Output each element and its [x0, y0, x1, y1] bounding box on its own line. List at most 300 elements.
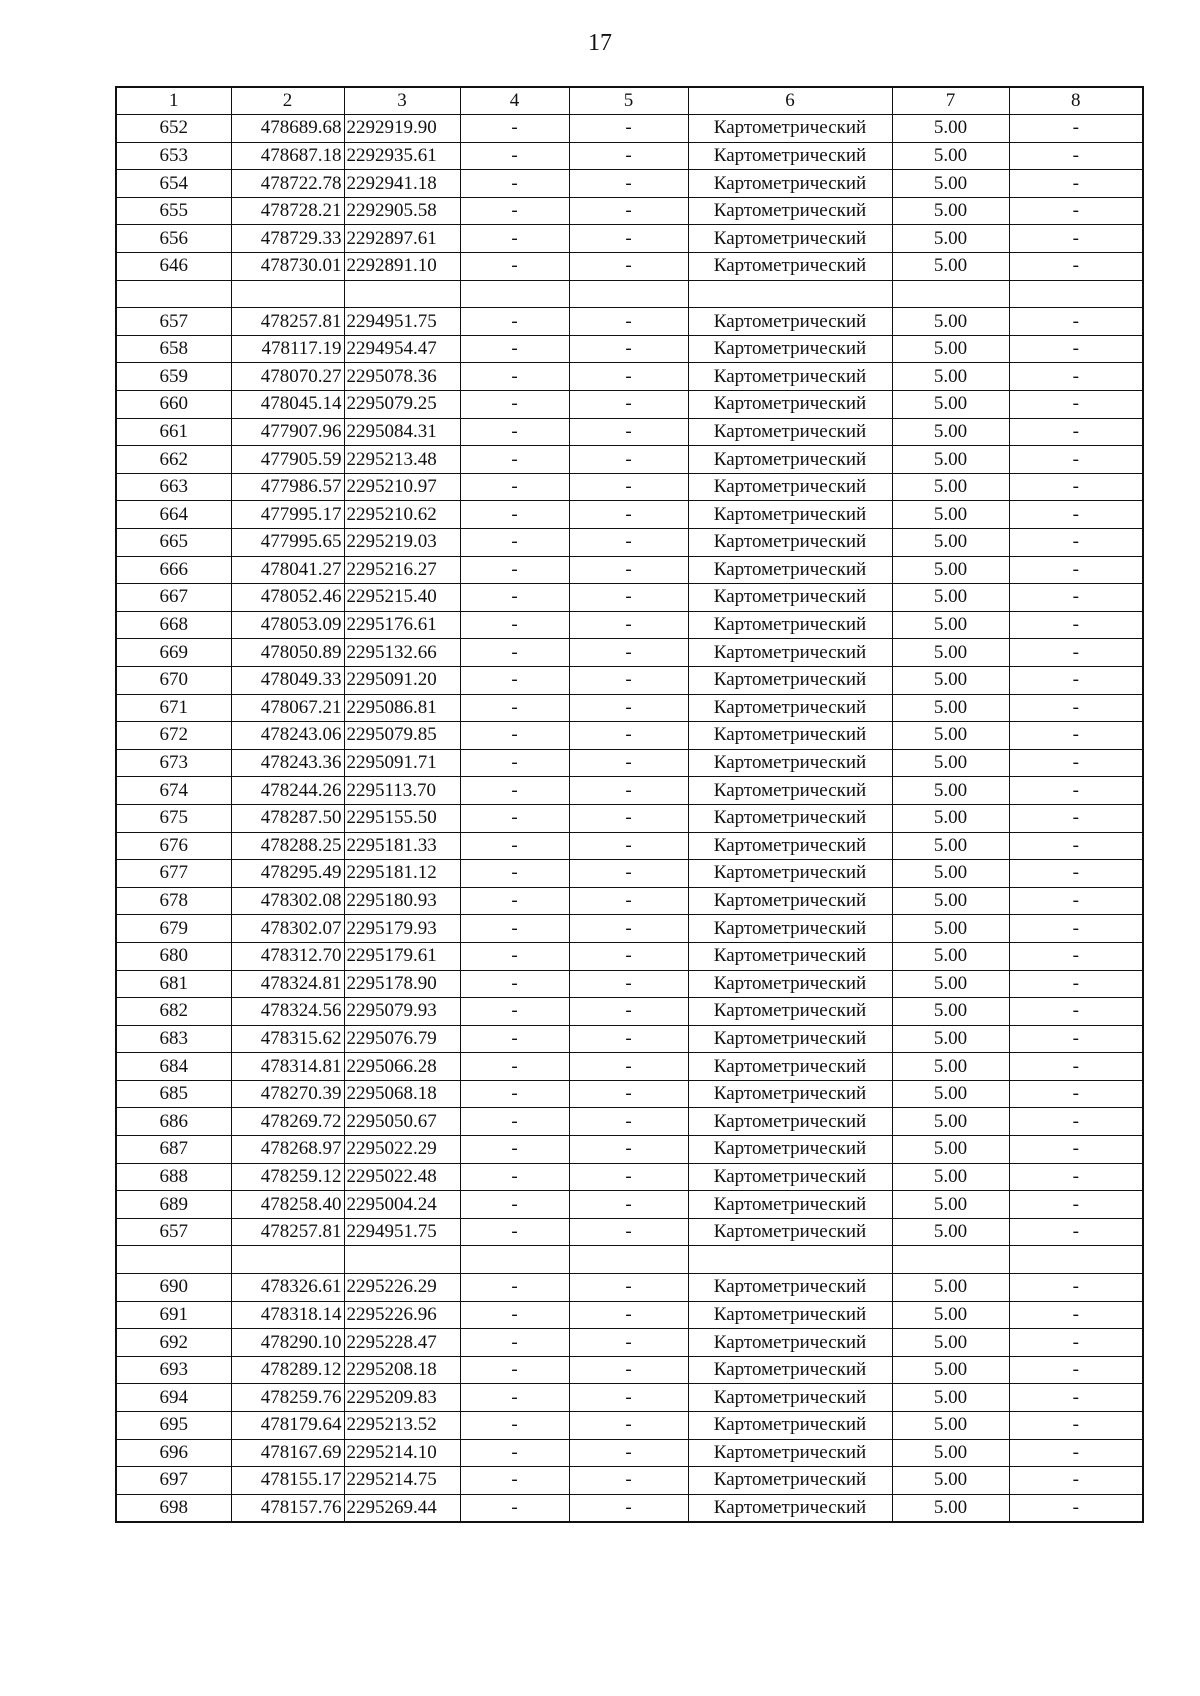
y-coordinate-cell: 2295228.47	[344, 1329, 460, 1357]
y-coordinate-cell: 2295209.83	[344, 1384, 460, 1412]
y-coordinate-cell: 2295068.18	[344, 1080, 460, 1108]
y-coordinate-cell: 2295079.85	[344, 722, 460, 750]
col8-cell: -	[1009, 1191, 1143, 1219]
y-coordinate-cell: 2295079.93	[344, 998, 460, 1026]
table-row	[116, 722, 1143, 750]
col5-cell: -	[569, 363, 688, 391]
point-number-cell: 671	[116, 694, 231, 722]
y-coordinate-cell: 2295132.66	[344, 639, 460, 667]
col4-cell: -	[460, 887, 569, 915]
y-coordinate-cell: 2295269.44	[344, 1494, 460, 1522]
accuracy-cell: 5.00	[892, 115, 1009, 143]
col8-cell: -	[1009, 1163, 1143, 1191]
col8-cell: -	[1009, 1356, 1143, 1384]
y-coordinate-cell: 2295226.96	[344, 1301, 460, 1329]
table-row	[116, 1025, 1143, 1053]
x-coordinate-cell: 477995.17	[231, 501, 344, 529]
table-row	[116, 970, 1143, 998]
col5-cell: -	[569, 1467, 688, 1495]
method-cell: Картометрический	[688, 1356, 892, 1384]
col4-cell: -	[460, 915, 569, 943]
x-coordinate-cell: 478117.19	[231, 335, 344, 363]
col4-cell: -	[460, 418, 569, 446]
table-row	[116, 1108, 1143, 1136]
table-row	[116, 1136, 1143, 1164]
col4-cell: -	[460, 1439, 569, 1467]
col4-cell: -	[460, 942, 569, 970]
accuracy-cell	[892, 280, 1009, 308]
col4-cell: -	[460, 1136, 569, 1164]
accuracy-cell: 5.00	[892, 639, 1009, 667]
table-row	[116, 170, 1143, 198]
col5-cell: -	[569, 584, 688, 612]
x-coordinate-cell	[231, 1246, 344, 1274]
x-coordinate-cell: 478067.21	[231, 694, 344, 722]
method-cell: Картометрический	[688, 1494, 892, 1522]
method-cell: Картометрический	[688, 1274, 892, 1302]
accuracy-cell: 5.00	[892, 611, 1009, 639]
point-number-cell: 697	[116, 1467, 231, 1495]
col4-cell: -	[460, 1329, 569, 1357]
point-number-cell: 661	[116, 418, 231, 446]
col4-cell: -	[460, 1301, 569, 1329]
point-number-cell: 678	[116, 887, 231, 915]
method-cell: Картометрический	[688, 556, 892, 584]
method-cell: Картометрический	[688, 749, 892, 777]
table-row	[116, 1218, 1143, 1246]
method-cell: Картометрический	[688, 832, 892, 860]
col5-cell: -	[569, 1384, 688, 1412]
method-cell: Картометрический	[688, 804, 892, 832]
col4-cell: -	[460, 363, 569, 391]
col5-cell: -	[569, 722, 688, 750]
x-coordinate-cell: 478326.61	[231, 1274, 344, 1302]
accuracy-cell: 5.00	[892, 556, 1009, 584]
col8-cell: -	[1009, 832, 1143, 860]
y-coordinate-cell: 2295022.48	[344, 1163, 460, 1191]
x-coordinate-cell: 477907.96	[231, 418, 344, 446]
point-number-cell: 676	[116, 832, 231, 860]
col8-cell: -	[1009, 253, 1143, 281]
col5-cell: -	[569, 639, 688, 667]
method-cell: Картометрический	[688, 501, 892, 529]
point-number-cell: 655	[116, 197, 231, 225]
x-coordinate-cell: 478167.69	[231, 1439, 344, 1467]
y-coordinate-cell: 2295214.75	[344, 1467, 460, 1495]
y-coordinate-cell: 2295050.67	[344, 1108, 460, 1136]
x-coordinate-cell: 478244.26	[231, 777, 344, 805]
point-number-cell: 683	[116, 1025, 231, 1053]
table-row	[116, 1080, 1143, 1108]
accuracy-cell: 5.00	[892, 170, 1009, 198]
col5-cell: -	[569, 115, 688, 143]
col4-cell: -	[460, 998, 569, 1026]
method-cell: Картометрический	[688, 391, 892, 419]
x-coordinate-cell: 478155.17	[231, 1467, 344, 1495]
table-row	[116, 142, 1143, 170]
point-number-cell: 691	[116, 1301, 231, 1329]
x-coordinate-cell: 478268.97	[231, 1136, 344, 1164]
col8-cell: -	[1009, 584, 1143, 612]
col5-cell: -	[569, 1191, 688, 1219]
col5-cell: -	[569, 1025, 688, 1053]
table-row	[116, 363, 1143, 391]
accuracy-cell: 5.00	[892, 1136, 1009, 1164]
col4-cell: -	[460, 749, 569, 777]
x-coordinate-cell: 478270.39	[231, 1080, 344, 1108]
x-coordinate-cell: 478295.49	[231, 860, 344, 888]
accuracy-cell: 5.00	[892, 942, 1009, 970]
method-cell	[688, 1246, 892, 1274]
table-row	[116, 998, 1143, 1026]
point-number-cell: 660	[116, 391, 231, 419]
col5-cell: -	[569, 804, 688, 832]
y-coordinate-cell: 2294951.75	[344, 1218, 460, 1246]
y-coordinate-cell: 2295213.48	[344, 446, 460, 474]
column-header-4: 4	[460, 87, 569, 115]
point-number-cell: 667	[116, 584, 231, 612]
y-coordinate-cell: 2292905.58	[344, 197, 460, 225]
col8-cell: -	[1009, 804, 1143, 832]
table-row	[116, 1053, 1143, 1081]
column-header-6: 6	[688, 87, 892, 115]
col8-cell: -	[1009, 639, 1143, 667]
col5-cell: -	[569, 1439, 688, 1467]
col8-cell: -	[1009, 777, 1143, 805]
accuracy-cell: 5.00	[892, 1274, 1009, 1302]
point-number-cell: 690	[116, 1274, 231, 1302]
table-row	[116, 915, 1143, 943]
x-coordinate-cell: 478041.27	[231, 556, 344, 584]
col8-cell: -	[1009, 1274, 1143, 1302]
col5-cell: -	[569, 1136, 688, 1164]
method-cell: Картометрический	[688, 860, 892, 888]
point-number-cell: 646	[116, 253, 231, 281]
accuracy-cell: 5.00	[892, 1025, 1009, 1053]
col5-cell: -	[569, 446, 688, 474]
col4-cell: -	[460, 142, 569, 170]
x-coordinate-cell: 478728.21	[231, 197, 344, 225]
table-row	[116, 887, 1143, 915]
col5-cell: -	[569, 1329, 688, 1357]
x-coordinate-cell: 478049.33	[231, 666, 344, 694]
point-number-cell: 677	[116, 860, 231, 888]
x-coordinate-cell: 478050.89	[231, 639, 344, 667]
table-row	[116, 335, 1143, 363]
method-cell: Картометрический	[688, 1163, 892, 1191]
col4-cell: -	[460, 308, 569, 336]
col5-cell: -	[569, 1356, 688, 1384]
x-coordinate-cell: 478287.50	[231, 804, 344, 832]
point-number-cell: 666	[116, 556, 231, 584]
accuracy-cell: 5.00	[892, 1191, 1009, 1219]
col5-cell: -	[569, 197, 688, 225]
col4-cell: -	[460, 1163, 569, 1191]
method-cell: Картометрический	[688, 529, 892, 557]
x-coordinate-cell: 477986.57	[231, 473, 344, 501]
method-cell: Картометрический	[688, 225, 892, 253]
y-coordinate-cell: 2295215.40	[344, 584, 460, 612]
method-cell: Картометрический	[688, 308, 892, 336]
col8-cell: -	[1009, 1053, 1143, 1081]
method-cell: Картометрический	[688, 363, 892, 391]
col8-cell: -	[1009, 749, 1143, 777]
col4-cell: -	[460, 1412, 569, 1440]
method-cell: Картометрический	[688, 1191, 892, 1219]
col4-cell: -	[460, 694, 569, 722]
col5-cell: -	[569, 225, 688, 253]
point-number-cell: 688	[116, 1163, 231, 1191]
method-cell: Картометрический	[688, 1053, 892, 1081]
point-number-cell: 674	[116, 777, 231, 805]
col8-cell: -	[1009, 998, 1143, 1026]
table-row	[116, 473, 1143, 501]
x-coordinate-cell: 478722.78	[231, 170, 344, 198]
table-row	[116, 749, 1143, 777]
col8-cell: -	[1009, 1025, 1143, 1053]
col5-cell: -	[569, 611, 688, 639]
x-coordinate-cell: 478324.81	[231, 970, 344, 998]
table-row	[116, 1191, 1143, 1219]
y-coordinate-cell: 2292897.61	[344, 225, 460, 253]
point-number-cell: 679	[116, 915, 231, 943]
point-number-cell: 685	[116, 1080, 231, 1108]
col4-cell: -	[460, 860, 569, 888]
accuracy-cell: 5.00	[892, 391, 1009, 419]
col5-cell: -	[569, 694, 688, 722]
table-row	[116, 1384, 1143, 1412]
col4-cell: -	[460, 1494, 569, 1522]
y-coordinate-cell: 2292941.18	[344, 170, 460, 198]
y-coordinate-cell	[344, 1246, 460, 1274]
accuracy-cell: 5.00	[892, 335, 1009, 363]
accuracy-cell: 5.00	[892, 225, 1009, 253]
column-header-1: 1	[116, 87, 231, 115]
y-coordinate-cell: 2295210.97	[344, 473, 460, 501]
point-number-cell: 653	[116, 142, 231, 170]
point-number-cell: 684	[116, 1053, 231, 1081]
col4-cell: -	[460, 556, 569, 584]
col5-cell	[569, 280, 688, 308]
method-cell	[688, 280, 892, 308]
col8-cell: -	[1009, 1439, 1143, 1467]
col4-cell: -	[460, 584, 569, 612]
accuracy-cell: 5.00	[892, 832, 1009, 860]
point-number-cell: 654	[116, 170, 231, 198]
col5-cell: -	[569, 860, 688, 888]
col8-cell: -	[1009, 142, 1143, 170]
y-coordinate-cell: 2295181.33	[344, 832, 460, 860]
x-coordinate-cell: 478315.62	[231, 1025, 344, 1053]
point-number-cell: 657	[116, 308, 231, 336]
table-row	[116, 501, 1143, 529]
col4-cell: -	[460, 1274, 569, 1302]
point-number-cell: 680	[116, 942, 231, 970]
col4-cell: -	[460, 1356, 569, 1384]
method-cell: Картометрический	[688, 418, 892, 446]
x-coordinate-cell: 478259.76	[231, 1384, 344, 1412]
y-coordinate-cell: 2295076.79	[344, 1025, 460, 1053]
accuracy-cell: 5.00	[892, 1301, 1009, 1329]
x-coordinate-cell: 478290.10	[231, 1329, 344, 1357]
y-coordinate-cell: 2292891.10	[344, 253, 460, 281]
accuracy-cell: 5.00	[892, 722, 1009, 750]
col4-cell: -	[460, 1384, 569, 1412]
col8-cell: -	[1009, 391, 1143, 419]
accuracy-cell: 5.00	[892, 915, 1009, 943]
table-row	[116, 584, 1143, 612]
col8-cell	[1009, 1246, 1143, 1274]
accuracy-cell: 5.00	[892, 1384, 1009, 1412]
accuracy-cell: 5.00	[892, 197, 1009, 225]
method-cell: Картометрический	[688, 473, 892, 501]
accuracy-cell: 5.00	[892, 1467, 1009, 1495]
col8-cell: -	[1009, 887, 1143, 915]
accuracy-cell: 5.00	[892, 1494, 1009, 1522]
col8-cell: -	[1009, 363, 1143, 391]
accuracy-cell: 5.00	[892, 253, 1009, 281]
point-number-cell: 670	[116, 666, 231, 694]
method-cell: Картометрический	[688, 115, 892, 143]
accuracy-cell: 5.00	[892, 1053, 1009, 1081]
col5-cell: -	[569, 529, 688, 557]
table-row	[116, 832, 1143, 860]
y-coordinate-cell: 2295066.28	[344, 1053, 460, 1081]
method-cell: Картометрический	[688, 915, 892, 943]
table-row	[116, 942, 1143, 970]
col8-cell: -	[1009, 335, 1143, 363]
col4-cell: -	[460, 225, 569, 253]
col4-cell: -	[460, 1191, 569, 1219]
point-number-cell: 694	[116, 1384, 231, 1412]
col8-cell: -	[1009, 1108, 1143, 1136]
accuracy-cell: 5.00	[892, 1439, 1009, 1467]
point-number-cell: 686	[116, 1108, 231, 1136]
page-number: 17	[588, 30, 612, 56]
table-row	[116, 280, 1143, 308]
method-cell: Картометрический	[688, 1080, 892, 1108]
table-row	[116, 391, 1143, 419]
col5-cell	[569, 1246, 688, 1274]
accuracy-cell: 5.00	[892, 473, 1009, 501]
col8-cell: -	[1009, 915, 1143, 943]
x-coordinate-cell: 477995.65	[231, 529, 344, 557]
point-number-cell: 682	[116, 998, 231, 1026]
col8-cell: -	[1009, 529, 1143, 557]
method-cell: Картометрический	[688, 1467, 892, 1495]
accuracy-cell: 5.00	[892, 501, 1009, 529]
col8-cell: -	[1009, 556, 1143, 584]
accuracy-cell: 5.00	[892, 1108, 1009, 1136]
table-body	[116, 115, 1143, 1522]
x-coordinate-cell: 478258.40	[231, 1191, 344, 1219]
point-number-cell: 698	[116, 1494, 231, 1522]
table-row	[116, 115, 1143, 143]
y-coordinate-cell: 2295180.93	[344, 887, 460, 915]
point-number-cell	[116, 280, 231, 308]
point-number-cell: 675	[116, 804, 231, 832]
col5-cell: -	[569, 1218, 688, 1246]
col8-cell: -	[1009, 308, 1143, 336]
y-coordinate-cell: 2295208.18	[344, 1356, 460, 1384]
accuracy-cell: 5.00	[892, 1163, 1009, 1191]
point-number-cell: 696	[116, 1439, 231, 1467]
x-coordinate-cell: 478259.12	[231, 1163, 344, 1191]
table-row	[116, 1301, 1143, 1329]
col4-cell: -	[460, 804, 569, 832]
accuracy-cell: 5.00	[892, 694, 1009, 722]
col8-cell: -	[1009, 197, 1143, 225]
method-cell: Картометрический	[688, 639, 892, 667]
y-coordinate-cell: 2295084.31	[344, 418, 460, 446]
point-number-cell: 662	[116, 446, 231, 474]
method-cell: Картометрический	[688, 253, 892, 281]
method-cell: Картометрический	[688, 1108, 892, 1136]
point-number-cell: 663	[116, 473, 231, 501]
column-header-8: 8	[1009, 87, 1143, 115]
col8-cell: -	[1009, 418, 1143, 446]
col4-cell: -	[460, 473, 569, 501]
y-coordinate-cell	[344, 280, 460, 308]
method-cell: Картометрический	[688, 1329, 892, 1357]
accuracy-cell: 5.00	[892, 666, 1009, 694]
accuracy-cell: 5.00	[892, 142, 1009, 170]
point-number-cell: 672	[116, 722, 231, 750]
col8-cell: -	[1009, 1467, 1143, 1495]
accuracy-cell: 5.00	[892, 446, 1009, 474]
col5-cell: -	[569, 666, 688, 694]
point-number-cell: 659	[116, 363, 231, 391]
col4-cell: -	[460, 1218, 569, 1246]
col5-cell: -	[569, 998, 688, 1026]
col4-cell: -	[460, 639, 569, 667]
col4-cell: -	[460, 1108, 569, 1136]
col8-cell	[1009, 280, 1143, 308]
y-coordinate-cell: 2295226.29	[344, 1274, 460, 1302]
accuracy-cell: 5.00	[892, 1218, 1009, 1246]
col4-cell: -	[460, 832, 569, 860]
col5-cell: -	[569, 556, 688, 584]
point-number-cell: 665	[116, 529, 231, 557]
col5-cell: -	[569, 1080, 688, 1108]
accuracy-cell: 5.00	[892, 308, 1009, 336]
x-coordinate-cell	[231, 280, 344, 308]
accuracy-cell: 5.00	[892, 804, 1009, 832]
x-coordinate-cell: 478243.06	[231, 722, 344, 750]
table-row	[116, 253, 1143, 281]
col4-cell: -	[460, 611, 569, 639]
x-coordinate-cell: 478302.07	[231, 915, 344, 943]
col4-cell	[460, 1246, 569, 1274]
col5-cell: -	[569, 391, 688, 419]
point-number-cell: 669	[116, 639, 231, 667]
method-cell: Картометрический	[688, 335, 892, 363]
y-coordinate-cell: 2294951.75	[344, 308, 460, 336]
col4-cell: -	[460, 1025, 569, 1053]
method-cell: Картометрический	[688, 694, 892, 722]
table-row	[116, 1329, 1143, 1357]
table-row	[116, 308, 1143, 336]
x-coordinate-cell: 478324.56	[231, 998, 344, 1026]
y-coordinate-cell: 2295091.20	[344, 666, 460, 694]
col8-cell: -	[1009, 694, 1143, 722]
accuracy-cell: 5.00	[892, 860, 1009, 888]
x-coordinate-cell: 478257.81	[231, 308, 344, 336]
point-number-cell: 664	[116, 501, 231, 529]
col4-cell: -	[460, 501, 569, 529]
table-row	[116, 1274, 1143, 1302]
x-coordinate-cell: 478053.09	[231, 611, 344, 639]
